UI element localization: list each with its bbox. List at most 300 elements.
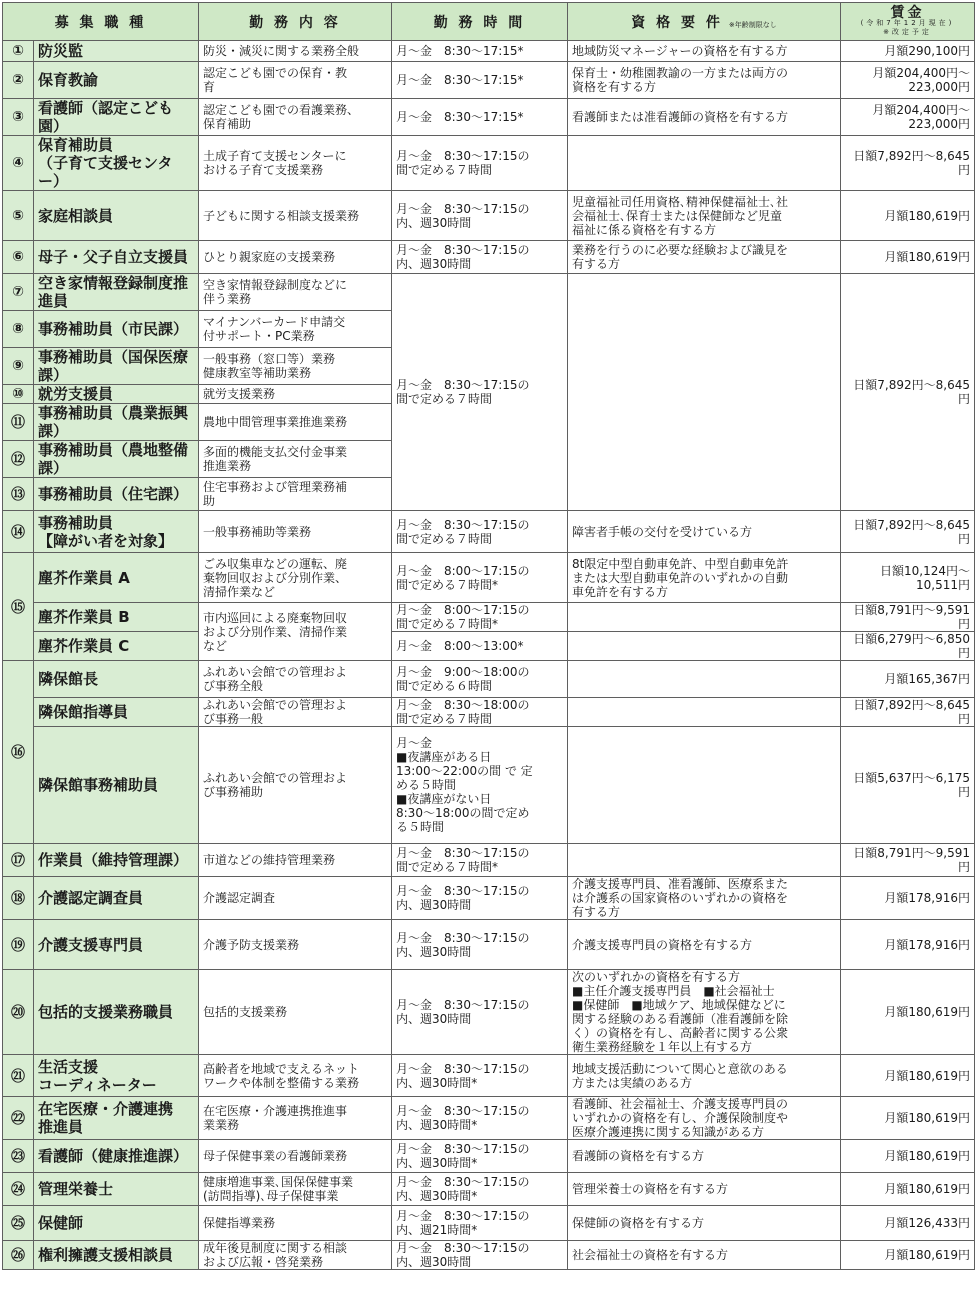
job-duty — [199, 877, 392, 920]
job-title — [34, 603, 199, 632]
job-title — [34, 1206, 199, 1241]
table-row — [3, 1173, 975, 1206]
work-hours — [392, 511, 568, 553]
table-row — [3, 553, 975, 603]
text-line: 月～金 8:30～17:15の — [396, 930, 530, 945]
work-hours — [392, 41, 568, 62]
text-line: 市内巡回による廃棄物回収 — [203, 610, 348, 625]
job-duty — [199, 920, 392, 970]
text-line: 方または実績のある方 — [572, 1075, 693, 1090]
text-line: 看護師（認定こども園） — [38, 99, 174, 135]
job-title — [34, 41, 199, 62]
wage — [841, 877, 975, 920]
text-line: 保健師の資格を有する方 — [572, 1216, 705, 1230]
text-line: 衛生業務経験を１年以上有する方 — [572, 1040, 753, 1054]
text-line: 月～金 8:30～17:15の — [396, 517, 530, 532]
text-line: 月額165,367円 — [884, 672, 970, 686]
job-title — [34, 661, 199, 698]
text-line: 会福祉士､保育士または保健師など児童 — [572, 208, 783, 223]
text-line: 日額8,791円～ — [853, 846, 936, 860]
work-hours — [392, 698, 568, 727]
text-line: 看護師、社会福祉士、介護支援専門員の — [572, 1097, 789, 1111]
job-duty — [199, 478, 392, 511]
text-line: 月～金 8:30～17:15の — [396, 378, 530, 392]
wage — [841, 191, 975, 241]
text-line: 家庭相談員 — [38, 206, 114, 225]
text-line: 一般事務（窓口等）業務 — [203, 352, 336, 366]
text-line: 保育士・幼稚園教諭の一方または両方の — [572, 66, 789, 80]
text-line: 日額5,637円～ — [853, 771, 936, 785]
text-line: 隣保館長 — [38, 670, 99, 688]
text-line: 隣保館事務補助員 — [38, 776, 159, 794]
job-title — [34, 1097, 199, 1140]
text-line: ■夜講座がない日 — [396, 792, 492, 806]
table-row — [3, 41, 975, 62]
text-line: 多面的機能支払交付金事業 — [203, 445, 348, 459]
text-line: 権利擁護支援相談員 — [38, 1246, 174, 1264]
job-duty — [199, 136, 392, 191]
header-wage — [841, 3, 975, 41]
table-row — [3, 920, 975, 970]
text-line: 住宅事務および管理業務補 — [203, 480, 348, 494]
text-line: および分別作業、清掃作業 — [203, 624, 348, 639]
work-hours — [392, 1173, 568, 1206]
row-number: ⑨ — [3, 348, 34, 385]
qualification — [568, 136, 841, 191]
job-title — [34, 241, 199, 274]
text-line: び事務補助 — [203, 785, 264, 799]
text-line: 月～金 8:30～17:15* — [396, 44, 524, 58]
text-line: 月～金 8:00～17:15の — [396, 603, 530, 617]
table-row — [3, 632, 975, 661]
text-line: 推進業務 — [203, 459, 252, 473]
text-line: 内、週30時間 — [396, 257, 472, 271]
text-line: 土成子育て支援センターに — [203, 149, 347, 163]
text-line: 間で定める７時間* — [396, 617, 499, 631]
work-hours — [392, 191, 568, 241]
row-number: ㉔ — [3, 1173, 34, 1206]
text-line: 223,000円 — [908, 117, 970, 131]
text-line: 福祉に係る資格を有する方 — [572, 222, 717, 237]
text-line: 月額180,619円 — [884, 1149, 970, 1163]
text-line: 介護認定調査 — [203, 891, 276, 905]
text-line: 月～金 8:30～18:00の — [396, 698, 530, 712]
text-line: 事務補助員（農地整備課） — [38, 441, 189, 477]
qualification — [568, 603, 841, 632]
work-hours — [392, 970, 568, 1055]
header-wage-note-revision: ※改定予定 — [883, 27, 932, 36]
text-line: 月～金 8:00～13:00* — [396, 639, 524, 653]
table-row — [3, 603, 975, 632]
text-line: 保健師 — [38, 1214, 84, 1232]
job-duty — [199, 603, 392, 661]
text-line: 月～金 8:30～17:15の — [396, 846, 530, 860]
header-hours: 勤 務 時 間 — [392, 3, 568, 41]
text-line: 月額180,619円 — [884, 208, 970, 223]
text-line: 10,511円 — [916, 577, 970, 592]
qualification — [568, 1097, 841, 1140]
job-title — [34, 553, 199, 603]
text-line: 就労支援業務 — [203, 387, 276, 401]
text-line: 月～金 8:30～17:15* — [396, 73, 524, 87]
text-line: 包括的支援業務 — [203, 1005, 288, 1019]
text-line: 月～金 8:30～17:15の — [396, 998, 530, 1012]
row-number: ㉕ — [3, 1206, 34, 1241]
text-line: 作業員（維持管理課） — [38, 851, 189, 869]
text-line: 事務補助員（国保医療課） — [38, 348, 189, 384]
text-line: 事務補助員（農業振興課） — [38, 404, 189, 440]
job-duty — [199, 311, 392, 348]
text-line: 成年後見制度に関する相談 — [203, 1241, 348, 1255]
text-line: 事務補助員（住宅課） — [38, 485, 189, 503]
work-hours — [392, 99, 568, 136]
text-line: 子どもに関する相談支援業務 — [203, 208, 360, 223]
text-line: ■主任介護支援専門員 ■社会福祉士 — [572, 984, 775, 998]
text-line: 塵芥作業員 B — [38, 608, 130, 626]
table-row — [3, 136, 975, 191]
row-number: ㉒ — [3, 1097, 34, 1140]
text-line: 月額180,619円 — [884, 1005, 970, 1019]
text-line: 介護支援専門員 — [38, 935, 144, 954]
row-number: ㉖ — [3, 1241, 34, 1270]
header-wage-note-date: (令和7年12月現在) — [860, 18, 955, 27]
table-row — [3, 1206, 975, 1241]
text-line: び事務全般 — [203, 679, 264, 693]
text-line: おける子育て支援業務 — [203, 163, 324, 177]
text-line: ふれあい会館での管理およ — [203, 771, 348, 785]
text-line: 6,850円 — [935, 632, 970, 660]
job-duty — [199, 62, 392, 99]
job-title — [34, 191, 199, 241]
text-line: 内、週30時間 — [396, 898, 472, 912]
row-number: ② — [3, 62, 34, 99]
text-line: 内、週30時間* — [396, 1118, 478, 1132]
text-line: 一般事務補助等業務 — [203, 524, 312, 539]
row-number: ⑳ — [3, 970, 34, 1055]
text-line: 日額7,892円～ — [853, 378, 936, 392]
text-line: 月額178,916円 — [884, 891, 970, 905]
text-line: 保育補助 — [203, 117, 252, 131]
table-row — [3, 844, 975, 877]
row-number: ⑱ — [3, 877, 34, 920]
text-line: 内、週30時間 — [396, 1012, 472, 1026]
text-line: 8,645円 — [935, 149, 970, 177]
text-line: 間で定める７時間 — [396, 392, 493, 406]
table-row — [3, 698, 975, 727]
text-line: など — [203, 638, 228, 653]
text-line: 月額180,619円 — [884, 1248, 970, 1262]
work-hours — [392, 1206, 568, 1241]
row-number: ⑦ — [3, 274, 34, 311]
work-hours — [392, 136, 568, 191]
work-hours — [392, 1140, 568, 1173]
qualification — [568, 661, 841, 698]
wage — [841, 632, 975, 661]
text-line: 空き家情報登録制度などに — [203, 278, 348, 292]
job-title — [34, 404, 199, 441]
job-duty — [199, 274, 392, 311]
text-line: ワークや体制を整備する業務 — [203, 1075, 360, 1090]
job-title — [34, 1140, 199, 1173]
job-title — [34, 99, 199, 136]
text-line: いずれかの資格を有し、介護保険制度や — [572, 1111, 789, 1125]
job-duty — [199, 241, 392, 274]
text-line: 月～金 8:00～17:15の — [396, 563, 530, 578]
job-duty — [199, 661, 392, 698]
job-duty — [199, 1173, 392, 1206]
text-line: 9,591円 — [935, 846, 970, 874]
text-line: 保育補助員 — [38, 136, 114, 154]
wage — [841, 1241, 975, 1270]
work-hours — [392, 661, 568, 698]
header-qualification-label: 資 格 要 件 — [631, 14, 723, 31]
row-number: ⑥ — [3, 241, 34, 274]
work-hours — [392, 603, 568, 632]
text-line: 付サポート・PC業務 — [203, 329, 315, 343]
text-line: 内、週30時間 — [396, 944, 472, 959]
text-line: 有する方 — [572, 905, 621, 919]
text-line: 防災監 — [38, 42, 84, 60]
text-line: び事務一般 — [203, 712, 264, 726]
text-line: 看護師または准看護師の資格を有する方 — [572, 110, 789, 124]
job-title — [34, 478, 199, 511]
text-line: コーディネーター — [38, 1075, 157, 1094]
text-line: 223,000円 — [908, 80, 970, 94]
job-duty — [199, 41, 392, 62]
text-line: 月～金 8:30～17:15の — [396, 201, 530, 216]
qualification — [568, 1173, 841, 1206]
text-line: 業業務 — [203, 1118, 240, 1132]
job-duty — [199, 1055, 392, 1097]
text-line: 間で定める７時間 — [396, 163, 493, 177]
qualification — [568, 41, 841, 62]
wage — [841, 1097, 975, 1140]
table-row — [3, 191, 975, 241]
job-title — [34, 385, 199, 404]
job-title — [34, 441, 199, 478]
text-line: 関する経験のある看護師（准看護師を除 — [572, 1012, 789, 1026]
job-title — [34, 511, 199, 553]
job-duty — [199, 1241, 392, 1270]
table-row — [3, 1140, 975, 1173]
qualification — [568, 62, 841, 99]
text-line: 月～金 8:30～17:15の — [396, 1061, 530, 1076]
qualification — [568, 727, 841, 844]
text-line: 日額10,124円～ — [880, 563, 970, 578]
text-line: 健康教室等補助業務 — [203, 366, 312, 380]
text-line: 日額6,279円～ — [853, 632, 936, 646]
job-listing-table — [2, 2, 975, 1270]
job-duty — [199, 727, 392, 844]
wage — [841, 970, 975, 1055]
text-line: 月額204,400円～ — [872, 66, 970, 80]
qualification — [568, 844, 841, 877]
job-title — [34, 311, 199, 348]
table-row — [3, 970, 975, 1055]
text-line: 内、週21時間* — [396, 1223, 478, 1237]
text-line: 棄物回収および分別作業、 — [203, 570, 348, 585]
text-line: 月額178,916円 — [884, 937, 970, 952]
text-line: 月額180,619円 — [884, 1068, 970, 1083]
job-title — [34, 698, 199, 727]
text-line: ごみ収集車などの運転、廃 — [203, 556, 348, 571]
text-line: く）の資格を有し、高齢者に関する公衆 — [572, 1026, 789, 1040]
row-number: ㉓ — [3, 1140, 34, 1173]
text-line: 在宅医療・介護連携 — [38, 1100, 174, 1118]
wage — [841, 920, 975, 970]
job-duty — [199, 441, 392, 478]
header-qualification-note: ※年齢制限なし — [728, 20, 777, 29]
table-row — [3, 62, 975, 99]
table-row — [3, 241, 975, 274]
work-hours — [392, 553, 568, 603]
qualification — [568, 698, 841, 727]
table-row — [3, 274, 975, 311]
text-line: 塵芥作業員 A — [38, 568, 130, 587]
job-duty — [199, 511, 392, 553]
job-duty — [199, 1097, 392, 1140]
text-line: 介護予防支援業務 — [203, 937, 300, 952]
qualification — [568, 1140, 841, 1173]
text-line: 地域支援活動について関心と意欲のある — [572, 1061, 788, 1076]
text-line: 車免許を有する方 — [572, 584, 669, 599]
text-line: 伴う業務 — [203, 292, 252, 306]
row-number: ⑲ — [3, 920, 34, 970]
text-line: 月額180,619円 — [884, 250, 970, 264]
text-line: 塵芥作業員 C — [38, 637, 130, 655]
job-title — [34, 348, 199, 385]
text-line: 月～金 8:30～17:15の — [396, 243, 530, 257]
text-line: 生活支援 — [38, 1057, 99, 1076]
work-hours — [392, 920, 568, 970]
text-line: ひとり親家庭の支援業務 — [203, 250, 336, 264]
text-line: 8t限定中型自動車免許、中型自動車免許 — [572, 556, 789, 571]
text-line: 13:00～22:00の間 で 定 — [396, 764, 533, 778]
work-hours — [392, 241, 568, 274]
text-line: 月～金 — [396, 736, 433, 750]
job-title — [34, 274, 199, 311]
job-duty — [199, 99, 392, 136]
job-title — [34, 877, 199, 920]
qualification — [568, 1241, 841, 1270]
text-line: 地域防災マネージャーの資格を有する方 — [572, 44, 788, 58]
text-line: 8:30～18:00の間で定め — [396, 806, 530, 820]
text-line: 月額126,433円 — [884, 1216, 970, 1230]
text-line: 業務を行うのに必要な経験および識見を — [572, 243, 789, 257]
wage — [841, 1173, 975, 1206]
table-row — [3, 661, 975, 698]
job-title — [34, 62, 199, 99]
text-line: 助 — [203, 494, 216, 508]
text-line: 月～金 8:30～17:15の — [396, 149, 530, 163]
text-line: める５時間 — [396, 778, 457, 792]
wage — [841, 1055, 975, 1097]
row-number: ⑰ — [3, 844, 34, 877]
wage — [841, 136, 975, 191]
qualification — [568, 241, 841, 274]
text-line: 月～金 9:00～18:00の — [396, 665, 530, 679]
job-duty — [199, 348, 392, 385]
text-line: ■保健師 ■地域ケア、地域保健などに — [572, 998, 786, 1012]
text-line: 介護認定調査員 — [38, 889, 144, 907]
text-line: 認定こども園での保育・教 — [203, 66, 348, 80]
row-number: ⑫ — [3, 441, 34, 478]
qualification — [568, 511, 841, 553]
text-line: 社会福祉士の資格を有する方 — [572, 1248, 729, 1262]
work-hours — [392, 274, 568, 511]
text-line: 空き家情報登録制度推進員 — [38, 274, 189, 310]
text-line: 高齢者を地域で支えるネット — [203, 1061, 360, 1076]
table-row — [3, 511, 975, 553]
text-line: 月額204,400円～ — [872, 103, 970, 117]
text-line: 日額7,892円～ — [853, 698, 936, 712]
text-line: 間で定める６時間 — [396, 679, 493, 693]
text-line: は介護系の国家資格のいずれかの資格を — [572, 891, 789, 905]
job-duty — [199, 844, 392, 877]
work-hours — [392, 62, 568, 99]
text-line: 月額290,100円 — [884, 44, 970, 58]
work-hours — [392, 727, 568, 844]
text-line: 就労支援員 — [38, 385, 114, 403]
text-line: 管理栄養士 — [38, 1180, 114, 1198]
text-line: 次のいずれかの資格を有する方 — [572, 970, 741, 984]
text-line: 日額7,892円～ — [853, 149, 936, 163]
text-line: 在宅医療・介護連携推進事 — [203, 1104, 348, 1118]
row-number: ③ — [3, 99, 34, 136]
text-line: 防災・減災に関する業務全般 — [203, 44, 360, 58]
table-row — [3, 877, 975, 920]
text-line: 8,645円 — [935, 517, 970, 546]
text-line: 包括的支援業務職員 — [38, 1003, 174, 1021]
text-line: 日額7,892円～ — [853, 517, 936, 532]
text-line: 月額180,619円 — [884, 1111, 970, 1125]
text-line: 看護師の資格を有する方 — [572, 1149, 705, 1163]
wage — [841, 661, 975, 698]
job-title — [34, 1241, 199, 1270]
table-row — [3, 1241, 975, 1270]
row-number: ⑯ — [3, 661, 34, 844]
wage — [841, 62, 975, 99]
qualification — [568, 1206, 841, 1241]
text-line: 母子・父子自立支援員 — [38, 248, 189, 266]
qualification — [568, 1055, 841, 1097]
row-number: ⑪ — [3, 404, 34, 441]
qualification — [568, 920, 841, 970]
header-qualification — [568, 3, 841, 41]
qualification — [568, 99, 841, 136]
table-row — [3, 1097, 975, 1140]
text-line: ふれあい会館での管理およ — [203, 698, 348, 712]
job-title — [34, 844, 199, 877]
wage — [841, 727, 975, 844]
text-line: 医療介護連携に関する知識がある方 — [572, 1125, 765, 1139]
text-line: 月額180,619円 — [884, 1182, 970, 1196]
text-line: 内、週30時間* — [396, 1156, 478, 1170]
job-duty — [199, 698, 392, 727]
row-number: ① — [3, 41, 34, 62]
text-line: 【障がい者を対象】 — [38, 531, 174, 550]
qualification — [568, 553, 841, 603]
text-line: 8,645円 — [935, 698, 970, 726]
qualification — [568, 970, 841, 1055]
text-line: または大型自動車免許のいずれかの自動 — [572, 570, 789, 585]
text-line: マイナンバーカード申請交 — [203, 315, 346, 329]
text-line: 推進員 — [38, 1118, 84, 1136]
text-line: 8,645円 — [935, 378, 970, 406]
text-line: ふれあい会館での管理およ — [203, 665, 348, 679]
text-line: （子育て支援センター） — [38, 154, 173, 190]
wage — [841, 844, 975, 877]
